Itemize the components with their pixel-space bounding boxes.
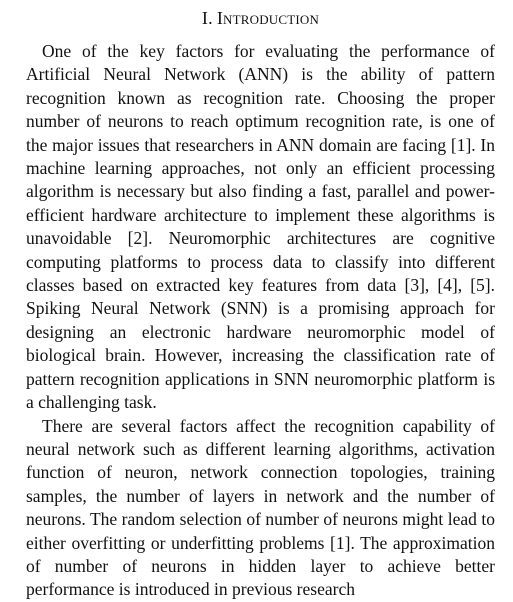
section-title: Introduction xyxy=(216,8,320,28)
paragraph-1: One of the key factors for evaluating the performance of Artificial Neural Network (ANN) is the ability of pattern recognition known as recognition rate. Choosing the proper number of neurons to reach optimum recognition rate, is one of the major issues that researchers in ANN domain are facing [1]. In machine learning approaches, not only an efficient processing algorithm is necessary but also finding a fast, parallel and power-efficient hardware architecture to implement these algorithms is unavoidable [2]. Neuromorphic architectures are cognitive computing platforms to process data to classify into different classes based on extracted key features from data [3], [4], [5]. Spiking Neural Network (SNN) is a promising approach for designing an electronic hardware neuromorphic model of biological brain. However, increasing the classification rate of pattern recognition applications in SNN neuromorphic platform is a challenging task. xyxy=(26,41,495,413)
paper-page xyxy=(26,6,495,602)
section-heading xyxy=(26,6,495,30)
paragraph-2: There are several factors affect the recognition capability of neural network such as different learning algorithms, activation function of neuron, network connection topologies, training samples, the number of layers in network and the number of neurons. The random selection of number of neurons might lead to either overfitting or underfitting problems [1]. The approximation of number of neurons in hidden layer to achieve better performance is introduced in previous research xyxy=(26,415,495,600)
section-number: I. xyxy=(201,8,213,28)
